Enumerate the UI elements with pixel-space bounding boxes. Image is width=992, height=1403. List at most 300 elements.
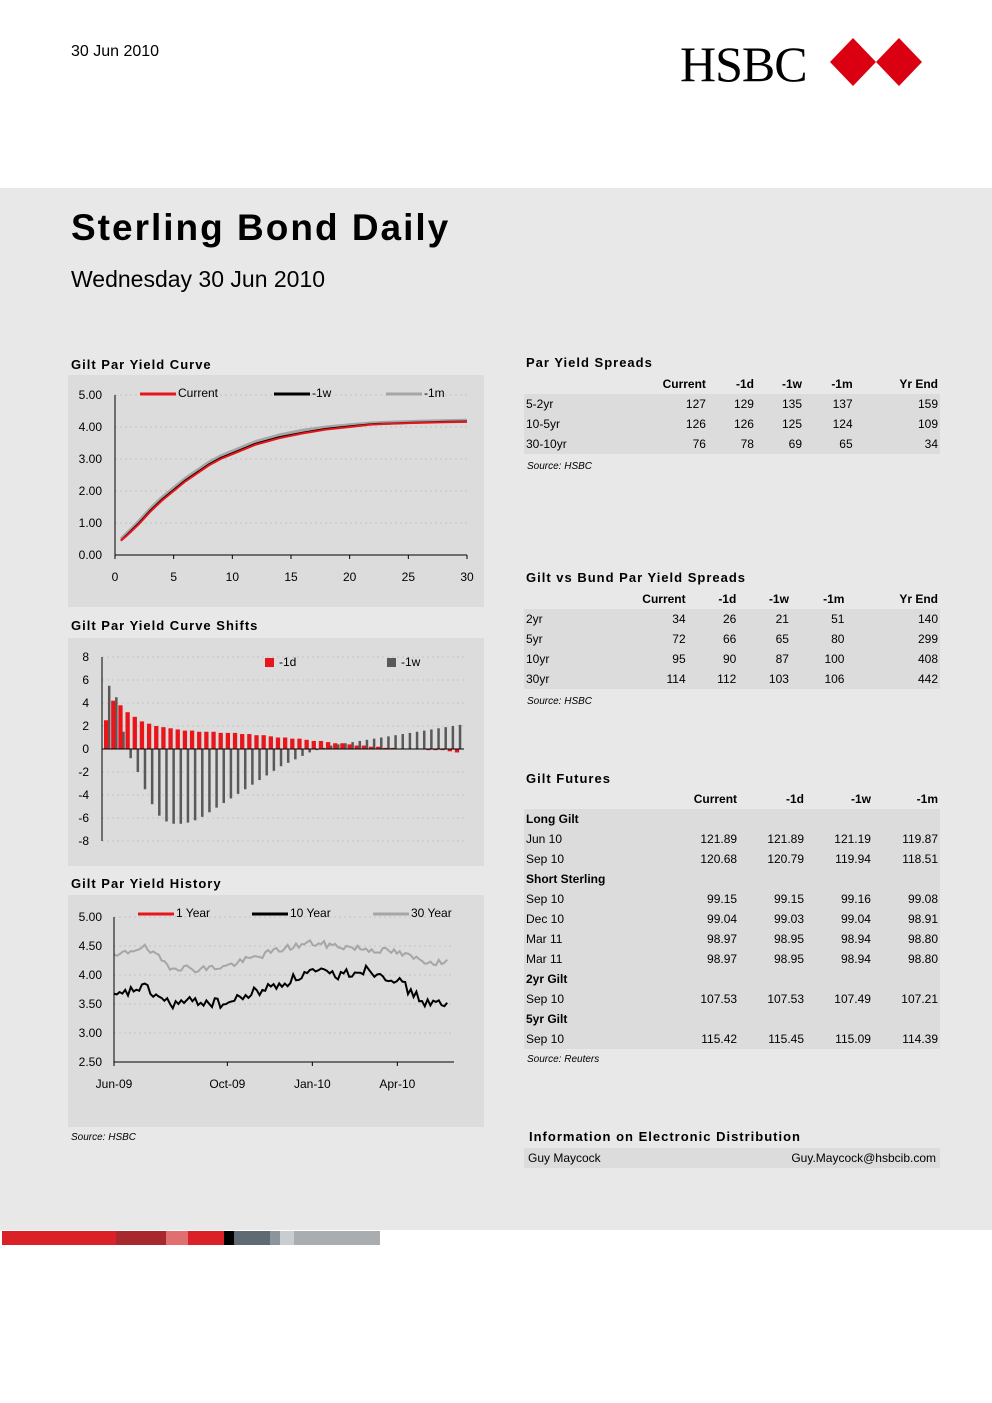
table-cell (806, 969, 873, 989)
table-row (524, 414, 940, 434)
table-cell: Sep 10 (526, 852, 565, 866)
footer-bar-segment (270, 1231, 280, 1245)
y-tick-label: 0 (82, 742, 89, 756)
bar (308, 749, 311, 752)
bar (265, 749, 268, 775)
bar (122, 732, 125, 749)
table-row (524, 649, 940, 669)
table-cell: 120.68 (700, 852, 738, 866)
bar (129, 749, 132, 758)
y-tick-label: 4.00 (78, 968, 102, 982)
info-title: Information on Electronic Distribution (529, 1129, 801, 1144)
column-header (524, 589, 584, 609)
footer-bar-segment (234, 1231, 270, 1245)
table-row (524, 829, 940, 849)
bar (211, 732, 215, 749)
table-cell: 99.03 (773, 912, 805, 926)
y-tick-label: 4.50 (78, 939, 102, 953)
contact-name: Guy Maycock (528, 1151, 601, 1165)
table-cell: 98.80 (907, 952, 938, 966)
y-tick-label: 8 (82, 650, 89, 664)
table-row (524, 989, 940, 1009)
bar (444, 727, 447, 749)
footer-bar-segment (166, 1231, 188, 1245)
table-row (524, 629, 940, 649)
table-cell: Long Gilt (526, 812, 579, 826)
x-tick-label: 5 (170, 570, 178, 584)
bar (366, 740, 369, 749)
column-header: -1w (850, 792, 871, 806)
bar (208, 749, 211, 812)
table-cell: 78 (740, 437, 754, 451)
column-header: -1m (916, 792, 938, 806)
bar (104, 720, 108, 749)
shifts-chart (68, 638, 484, 866)
y-tick-label: 2 (82, 719, 89, 733)
bar (452, 726, 455, 749)
legend-label: 30 Year (411, 906, 452, 920)
x-tick-label: Jan-10 (293, 1077, 331, 1091)
y-tick-label: -2 (78, 765, 89, 779)
table-cell: 137 (832, 397, 853, 411)
table-cell: Jun 10 (526, 832, 563, 846)
table-cell: Sep 10 (526, 892, 565, 906)
table-row (524, 1009, 940, 1029)
x-tick-label: 30 (460, 570, 474, 584)
footer-bar-segment (2, 1231, 116, 1245)
table-cell: 106 (824, 672, 845, 686)
bar (183, 731, 187, 749)
footer-bar-segment (116, 1231, 166, 1245)
y-tick-label: 5.00 (78, 388, 102, 402)
footer-bar-segment (188, 1231, 224, 1245)
bar (330, 746, 333, 749)
bar (340, 743, 344, 749)
table-cell: 95 (672, 652, 686, 666)
bar (108, 686, 111, 749)
column-header: Current (693, 792, 738, 806)
table-cell: 109 (917, 417, 938, 431)
table-cell (806, 869, 873, 889)
table-cell: Sep 10 (526, 1032, 565, 1046)
par-spreads-title: Par Yield Spreads (526, 355, 653, 370)
table-cell: 100 (824, 652, 845, 666)
y-tick-label: 3.00 (78, 452, 102, 466)
table-cell (873, 1009, 940, 1029)
table-cell: 121.19 (834, 832, 871, 846)
bar (154, 726, 158, 749)
bar (258, 749, 261, 780)
table-cell: 51 (831, 612, 845, 626)
table-row (524, 1029, 940, 1049)
table-cell: 10-5yr (526, 417, 561, 431)
x-tick-label: Oct-09 (209, 1077, 246, 1091)
table-cell: 10yr (526, 652, 550, 666)
y-tick-label: 3.50 (78, 997, 102, 1011)
table-cell: 120.79 (767, 852, 805, 866)
legend-label: -1m (424, 386, 445, 400)
table-cell: 34 (672, 612, 686, 626)
table-cell (739, 969, 806, 989)
table-cell: 5yr (526, 632, 543, 646)
table-cell: 112 (717, 672, 737, 686)
table-cell: 114 (666, 672, 686, 686)
bund-spreads-source: Source: HSBC (527, 696, 593, 707)
table-cell (661, 809, 739, 829)
bar (219, 733, 223, 749)
bar (204, 732, 208, 749)
table-cell: 30-10yr (526, 437, 567, 451)
bar (362, 746, 366, 749)
bar (151, 749, 154, 804)
bar (387, 736, 390, 749)
table-cell: 129 (733, 397, 754, 411)
table-cell: 66 (722, 632, 737, 646)
bar (319, 741, 323, 749)
bar (144, 749, 147, 789)
table-cell: 118.51 (902, 852, 938, 866)
contact-email[interactable]: Guy.Maycock@hsbcib.com (791, 1151, 936, 1165)
table-cell: 98.94 (840, 932, 871, 946)
hexagon-logo-icon (830, 38, 922, 86)
bar (326, 742, 330, 749)
table-cell: Sep 10 (526, 992, 565, 1006)
table-cell: 99.04 (840, 912, 871, 926)
table-row (524, 969, 940, 989)
futures-source: Source: Reuters (527, 1054, 600, 1065)
x-tick-label: 10 (225, 570, 240, 584)
bar (254, 735, 258, 749)
column-header: -1w (781, 377, 802, 391)
bar (301, 749, 304, 756)
x-tick-label: 0 (111, 570, 119, 584)
bar (137, 749, 140, 772)
bar (165, 749, 168, 821)
table-cell: 127 (685, 397, 706, 411)
column-header: Yr End (899, 377, 938, 391)
table-cell (661, 969, 739, 989)
report-subtitle: Wednesday 30 Jun 2010 (71, 266, 326, 292)
y-tick-label: 3.00 (78, 1026, 102, 1040)
y-tick-label: 2.50 (78, 1055, 102, 1069)
table-cell: 5yr Gilt (526, 1012, 568, 1026)
table-cell: 98.80 (907, 932, 938, 946)
table-cell (739, 809, 806, 829)
table-row (524, 669, 940, 689)
table-cell: 21 (775, 612, 789, 626)
table-cell: 98.95 (773, 952, 805, 966)
bar (283, 738, 287, 750)
table-cell: 98.97 (707, 952, 738, 966)
legend-label: -1w (401, 655, 421, 669)
bar (140, 721, 144, 749)
table-cell: 408 (917, 652, 938, 666)
table-cell: 87 (775, 652, 789, 666)
bund-spreads-table (524, 589, 940, 689)
bar (416, 732, 419, 749)
table-cell: 115.45 (768, 1032, 805, 1046)
report-date: 30 Jun 2010 (71, 43, 160, 60)
table-cell: 119.87 (902, 832, 938, 846)
bar (355, 746, 359, 749)
bar (262, 735, 266, 749)
legend-label: Current (178, 386, 219, 400)
table-cell: 34 (924, 437, 938, 451)
bar (176, 729, 180, 749)
table-cell: 115.09 (835, 1032, 871, 1046)
table-cell: 121.89 (700, 832, 738, 846)
table-cell: 72 (672, 632, 686, 646)
futures-title: Gilt Futures (526, 771, 611, 786)
hsbc-logo (680, 36, 925, 92)
table-cell (873, 869, 940, 889)
bar (168, 728, 172, 749)
legend-label: 10 Year (290, 906, 331, 920)
bar (380, 738, 383, 750)
table-row (524, 809, 940, 829)
table-cell: 76 (692, 437, 706, 451)
table-cell: 2yr Gilt (526, 972, 568, 986)
bar (409, 733, 412, 749)
series-line (114, 940, 447, 972)
bar (247, 734, 251, 749)
table-row (524, 909, 940, 929)
table-cell (661, 869, 739, 889)
bar (347, 744, 351, 749)
bar (133, 717, 137, 749)
column-header: -1d (786, 792, 805, 806)
bar (161, 727, 165, 749)
bar (437, 728, 440, 749)
bar (333, 743, 337, 749)
table-row (524, 929, 940, 949)
table-cell: 98.91 (907, 912, 938, 926)
footer-bar-segment (294, 1231, 380, 1245)
table-cell: 126 (685, 417, 706, 431)
bar (226, 733, 230, 749)
shifts-chart-title: Gilt Par Yield Curve Shifts (71, 618, 259, 633)
bar (215, 749, 218, 808)
table-cell: 159 (917, 397, 938, 411)
table-row (524, 949, 940, 969)
table-cell: 107.21 (901, 992, 938, 1006)
bar (233, 733, 237, 749)
table-cell: 442 (917, 672, 938, 686)
table-cell: 135 (781, 397, 802, 411)
bar (287, 749, 290, 763)
table-cell: 99.15 (707, 892, 738, 906)
table-row (524, 869, 940, 889)
legend-label: 1 Year (176, 906, 211, 920)
table-cell: 2yr (526, 612, 543, 626)
column-header: -1m (831, 377, 853, 391)
table-cell: 69 (788, 437, 802, 451)
table-cell: 121.89 (767, 832, 805, 846)
column-header: Current (662, 377, 706, 391)
table-cell: 98.97 (707, 932, 738, 946)
table-cell (739, 1009, 806, 1029)
bar (423, 731, 426, 749)
table-cell: 5-2yr (526, 397, 554, 411)
bar (455, 749, 459, 752)
x-tick-label: Apr-10 (379, 1077, 416, 1091)
table-cell: 107.53 (700, 992, 738, 1006)
series-line (121, 420, 467, 539)
y-tick-label: 4 (82, 696, 89, 710)
bar (230, 749, 233, 798)
y-tick-label: 0.00 (78, 548, 102, 562)
history-chart-title: Gilt Par Yield History (71, 876, 222, 891)
curve-chart (68, 375, 484, 607)
column-header: -1d (718, 592, 737, 606)
bar (430, 729, 433, 749)
legend-label: -1w (312, 386, 332, 400)
par-spreads-source: Source: HSBC (527, 461, 593, 472)
y-tick-label: -4 (78, 788, 89, 802)
table-cell: Mar 11 (526, 932, 563, 946)
bar (115, 697, 118, 749)
bar (290, 739, 294, 749)
bar (244, 749, 247, 789)
table-cell: 99.15 (773, 892, 805, 906)
table-cell: 98.94 (840, 952, 871, 966)
x-tick-label: 20 (342, 570, 357, 584)
bar (180, 749, 183, 824)
bar (401, 734, 404, 749)
bar (190, 731, 194, 749)
table-row (524, 609, 940, 629)
table-cell (661, 1009, 739, 1029)
bar (187, 749, 190, 823)
bar (373, 739, 376, 749)
bar (304, 740, 308, 749)
table-cell: 103 (768, 672, 789, 686)
bar (273, 749, 276, 771)
column-header: -1w (768, 592, 789, 606)
y-tick-label: 6 (82, 673, 89, 687)
curve-chart-panel (68, 375, 484, 607)
table-cell (873, 809, 940, 829)
table-cell: 119.94 (835, 852, 871, 866)
report-title: Sterling Bond Daily (71, 207, 451, 248)
bar (194, 749, 197, 820)
table-cell: 107.49 (834, 992, 871, 1006)
bar (172, 749, 175, 824)
bar (222, 749, 225, 803)
bar (158, 749, 161, 816)
table-cell: 99.16 (840, 892, 871, 906)
footer-bar-segment (280, 1231, 294, 1245)
shifts-chart-panel (68, 638, 484, 866)
bar (237, 749, 240, 794)
table-row (524, 849, 940, 869)
charts-source: Source: HSBC (71, 1132, 137, 1143)
footer-bar-segment (224, 1231, 234, 1245)
bar (459, 725, 462, 749)
legend-swatch (387, 658, 396, 667)
table-cell: 140 (917, 612, 938, 626)
bar (394, 735, 397, 749)
par-spreads-table (524, 374, 940, 454)
bar (337, 744, 340, 749)
table-cell: 124 (832, 417, 853, 431)
table-cell: 65 (839, 437, 853, 451)
bar (118, 705, 122, 749)
curve-chart-title: Gilt Par Yield Curve (71, 357, 212, 372)
bar (240, 734, 244, 749)
table-cell (806, 809, 873, 829)
table-row (524, 889, 940, 909)
table-cell: Mar 11 (526, 952, 563, 966)
table-cell: 125 (781, 417, 802, 431)
table-cell: 115.42 (701, 1032, 738, 1046)
bar (312, 741, 316, 749)
x-tick-label: Jun-09 (95, 1077, 133, 1091)
legend-label: -1d (279, 655, 297, 669)
table-cell: 114.39 (902, 1032, 938, 1046)
y-tick-label: 2.00 (78, 484, 102, 498)
table-cell: 98.95 (773, 932, 805, 946)
table-cell: 26 (722, 612, 737, 626)
table-cell: 126 (733, 417, 754, 431)
table-cell: Short Sterling (526, 872, 606, 886)
table-cell: 107.53 (767, 992, 805, 1006)
info-contact-row (524, 1148, 940, 1168)
column-header: -1d (735, 377, 754, 391)
bar (147, 724, 151, 749)
column-header (524, 789, 661, 809)
x-tick-label: 15 (284, 570, 298, 584)
table-cell: 90 (722, 652, 737, 666)
bar (251, 749, 254, 785)
bar (280, 749, 283, 766)
table-cell (873, 969, 940, 989)
bar (359, 741, 362, 749)
history-chart (68, 895, 484, 1127)
table-cell (806, 1009, 873, 1029)
column-header: -1m (823, 592, 845, 606)
y-tick-label: 1.00 (78, 516, 102, 530)
table-cell: 99.08 (907, 892, 938, 906)
bar (269, 736, 273, 749)
table-row (524, 394, 940, 414)
x-tick-label: 25 (401, 570, 416, 584)
bar (351, 742, 354, 749)
logo-text: HSBC (680, 36, 807, 92)
column-header (524, 374, 613, 394)
bund-spreads-title: Gilt vs Bund Par Yield Spreads (526, 570, 747, 585)
series-line (114, 966, 447, 1009)
bar (125, 712, 129, 749)
bar (276, 738, 280, 750)
bar (197, 732, 201, 749)
y-tick-label: -8 (78, 834, 89, 848)
table-row (524, 434, 940, 454)
y-tick-label: 4.00 (78, 420, 102, 434)
legend-swatch (265, 658, 274, 667)
table-cell: 299 (917, 632, 938, 646)
y-tick-label: -6 (78, 811, 89, 825)
history-chart-panel (68, 895, 484, 1127)
table-cell (739, 869, 806, 889)
futures-table (524, 789, 940, 1049)
table-cell: Dec 10 (526, 912, 565, 926)
table-cell: 30yr (526, 672, 550, 686)
bar (344, 743, 347, 749)
table-cell: 80 (831, 632, 845, 646)
column-header: Current (642, 592, 686, 606)
y-tick-label: 5.00 (78, 910, 102, 924)
